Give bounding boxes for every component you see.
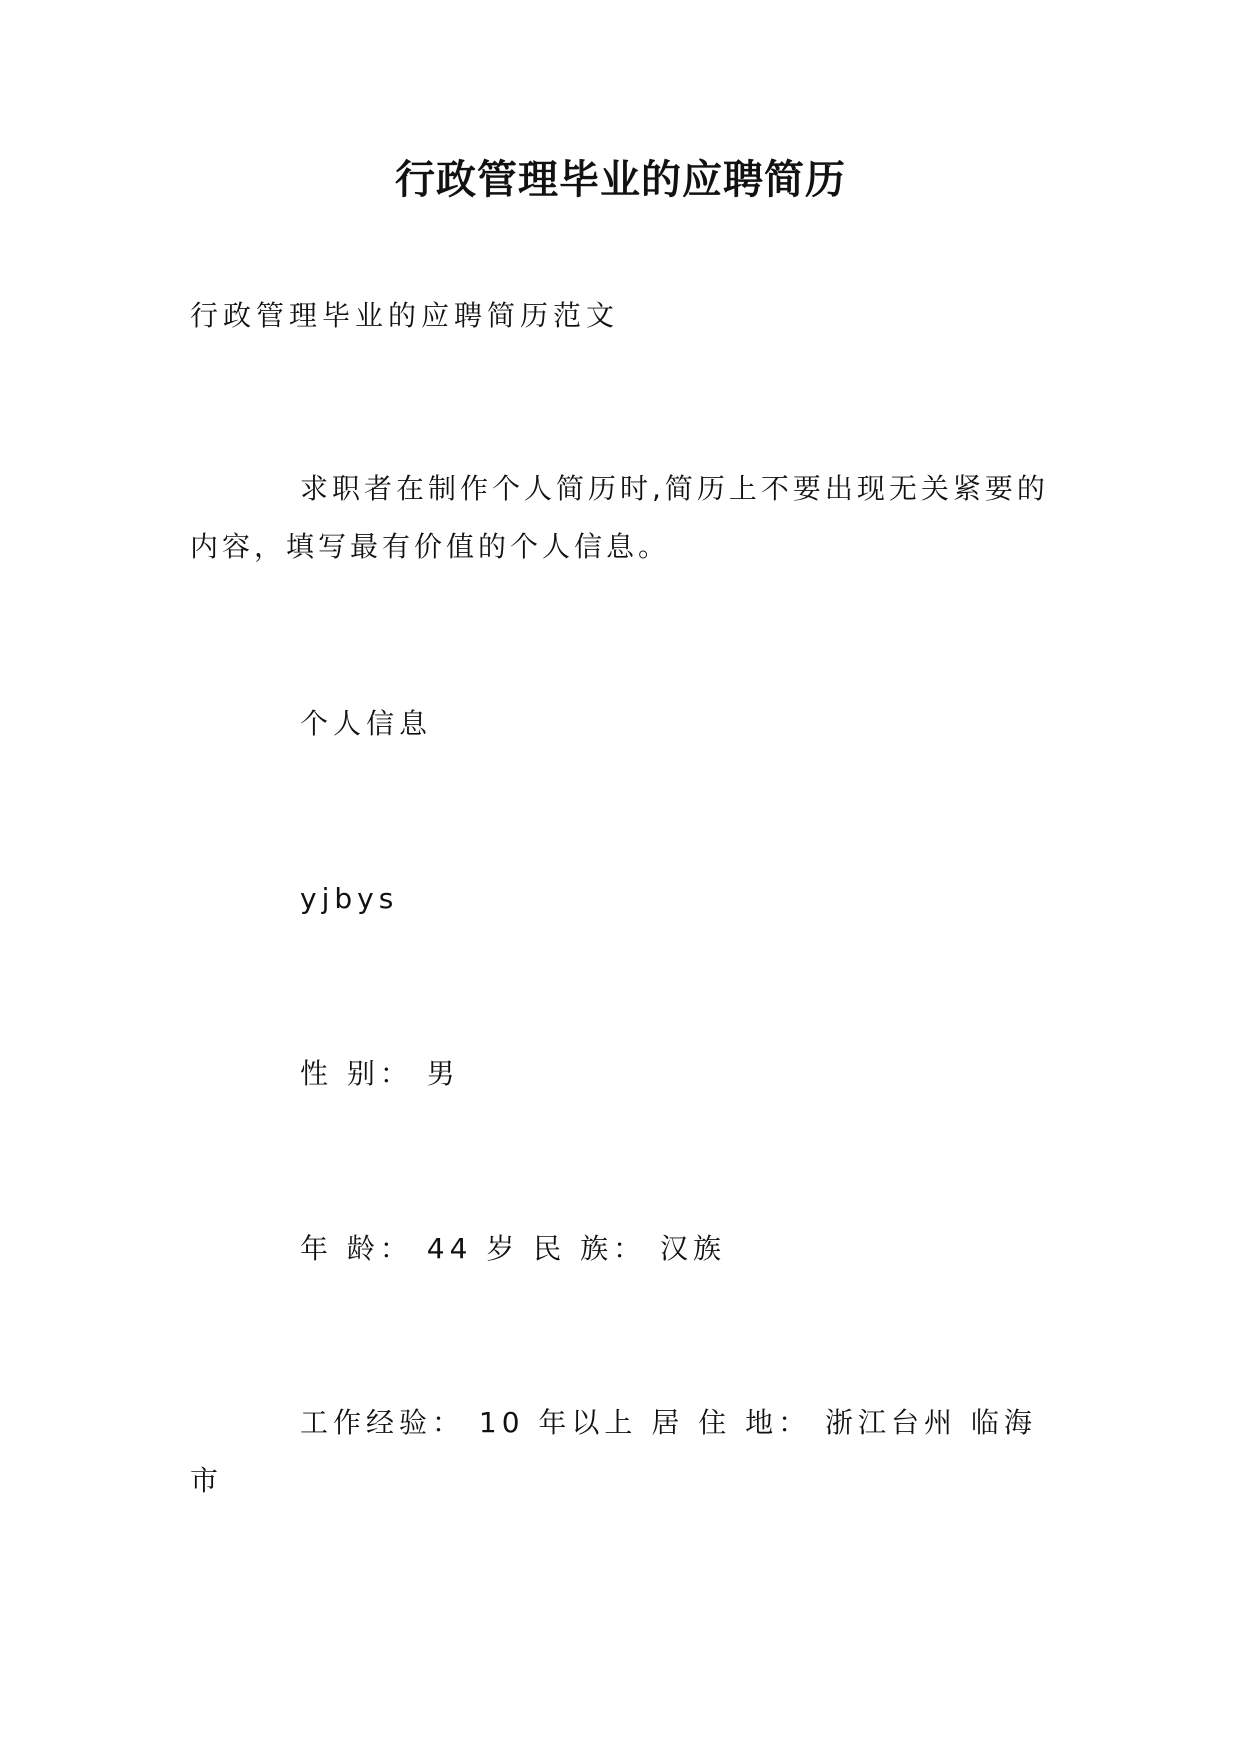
document-subtitle: 行政管理毕业的应聘简历范文 — [190, 299, 620, 332]
gender-field: 性 别： 男 — [300, 1057, 460, 1090]
intro-paragraph: 求职者在制作个人简历时,简历上不要出现无关紧要的内容，填写最有价值的个人信息。 — [190, 472, 1049, 563]
age-ethnicity-field: 年 龄： 44 岁 民 族： 汉族 — [300, 1232, 727, 1265]
experience-residence-field: 工作经验： 10 年以上 居 住 地： 浙江台州 临海市 — [190, 1406, 1037, 1497]
section-heading-personal-info: 个人信息 — [300, 707, 433, 740]
document-title: 行政管理毕业的应聘简历 — [395, 156, 846, 203]
applicant-name: yjbys — [300, 882, 399, 915]
